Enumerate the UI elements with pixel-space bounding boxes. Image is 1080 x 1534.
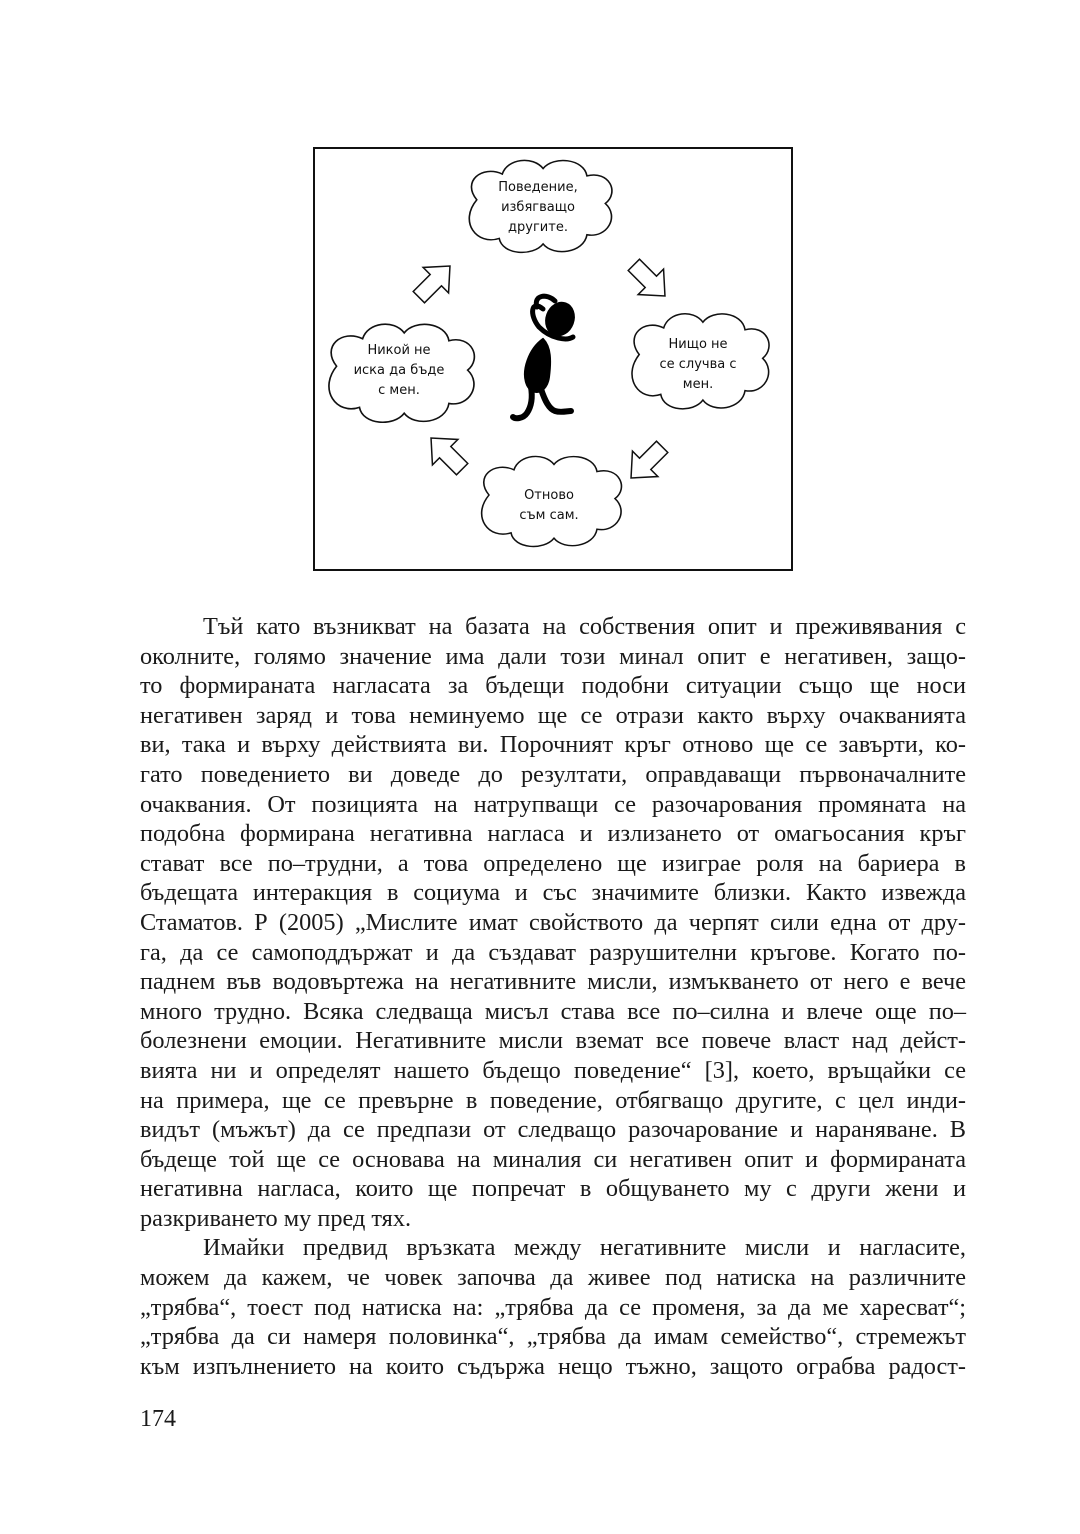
text-line: негативен заряд и това неминуемо ще се отрази както върху очакванията bbox=[140, 701, 966, 729]
text-line: болезнени емоции. Негативните мисли вземат все повече власт над дейст- bbox=[140, 1027, 966, 1055]
text-line: Тъй като възникват на базата на собствения опит и преживявания с bbox=[203, 613, 966, 640]
page-number: 174 bbox=[140, 1406, 176, 1432]
paragraph-1 bbox=[140, 612, 966, 1233]
text-line: стават все по–трудни, а това определено ще изиграе роля на бариера в bbox=[140, 849, 966, 877]
node-bottom-label: Отново съм сам. bbox=[519, 488, 579, 523]
text-line: Имайки предвид връзката между негативните мисли и нагласите, bbox=[203, 1234, 966, 1262]
text-line: гато поведението ви доведе до резултати, оправдаващи първоначалните bbox=[140, 760, 966, 788]
text-line: разкриването му пред тях. bbox=[140, 1204, 412, 1232]
text-line: ви, така и върху действията ви. Порочният кръг отново ще се завърти, ко- bbox=[140, 731, 966, 759]
text-line: негативна нагласа, които ще попречат в общуването му с други жени и bbox=[140, 1175, 966, 1203]
vicious-circle-diagram bbox=[313, 147, 793, 571]
text-line: околните, голямо значение има дали този минал опит е негативен, защо- bbox=[140, 642, 966, 670]
thinking-person-icon bbox=[513, 296, 579, 418]
arrow-bottom-right-icon bbox=[618, 434, 675, 491]
text-line: „трябва да си намеря половинка“, „трябва да имам семейство“, стремежът bbox=[140, 1323, 966, 1351]
node-right-label: Нищо не се случва с мен. bbox=[659, 337, 737, 392]
text-line: подобна формирана негативна нагласа и излизането от омагьосания кръг bbox=[140, 820, 966, 848]
text-line: „трябва“, тоест под натиска на: „трябва да се променя, за да ме харесват“; bbox=[140, 1293, 966, 1321]
text-line: бъдеще той ще се основава на миналия си негативен опит и формираната bbox=[140, 1145, 966, 1173]
text-line: Стаматов. Р (2005) „Мислите имат свойството да черпят сили една от дру- bbox=[140, 908, 966, 936]
text-line: паднем във водовъртежа на негативните мисли, измъкването от него е вече bbox=[140, 968, 966, 996]
text-line: бъдещата интеракция в социума и със значимите близки. Както извежда bbox=[140, 879, 966, 907]
text-line: вията ни и определят нашето бъдещо поведение“ [3], което, връщайки се bbox=[140, 1056, 966, 1084]
arrow-bottom-left-icon bbox=[418, 425, 475, 482]
text-line: га, да се самоподдържат и да създават разрушителни кръгове. Когато по- bbox=[140, 938, 966, 966]
body-text bbox=[140, 612, 966, 1381]
text-line: можем да кажем, че човек започва да живее под натиска на различните bbox=[140, 1264, 966, 1292]
arrow-top-right-icon bbox=[621, 252, 678, 309]
text-line: много трудно. Всяка следваща мисъл става все по–силна и влече още по– bbox=[140, 997, 966, 1025]
node-top-label: Поведение, избягващо другите. bbox=[498, 180, 578, 235]
text-line: видът (мъжът) да се предпази от следващо разочарование и нараняване. В bbox=[140, 1116, 966, 1144]
arrow-top-left-icon bbox=[406, 253, 463, 310]
paragraph-2 bbox=[140, 1233, 966, 1381]
text-line: очаквания. От позицията на натрупващи се разочарования промяната на bbox=[140, 790, 966, 818]
node-left-label: Никой не иска да бъде с мен. bbox=[353, 343, 445, 398]
text-line: на примера, ще се превърне в поведение, отбягващо другите, с цел инди- bbox=[140, 1086, 966, 1114]
text-line: то формираната нагласата за бъдещи подобни ситуации също ще носи bbox=[140, 672, 966, 700]
text-line: към изпълнението на които съдържа нещо тъжно, защото ограбва радост- bbox=[140, 1352, 966, 1380]
